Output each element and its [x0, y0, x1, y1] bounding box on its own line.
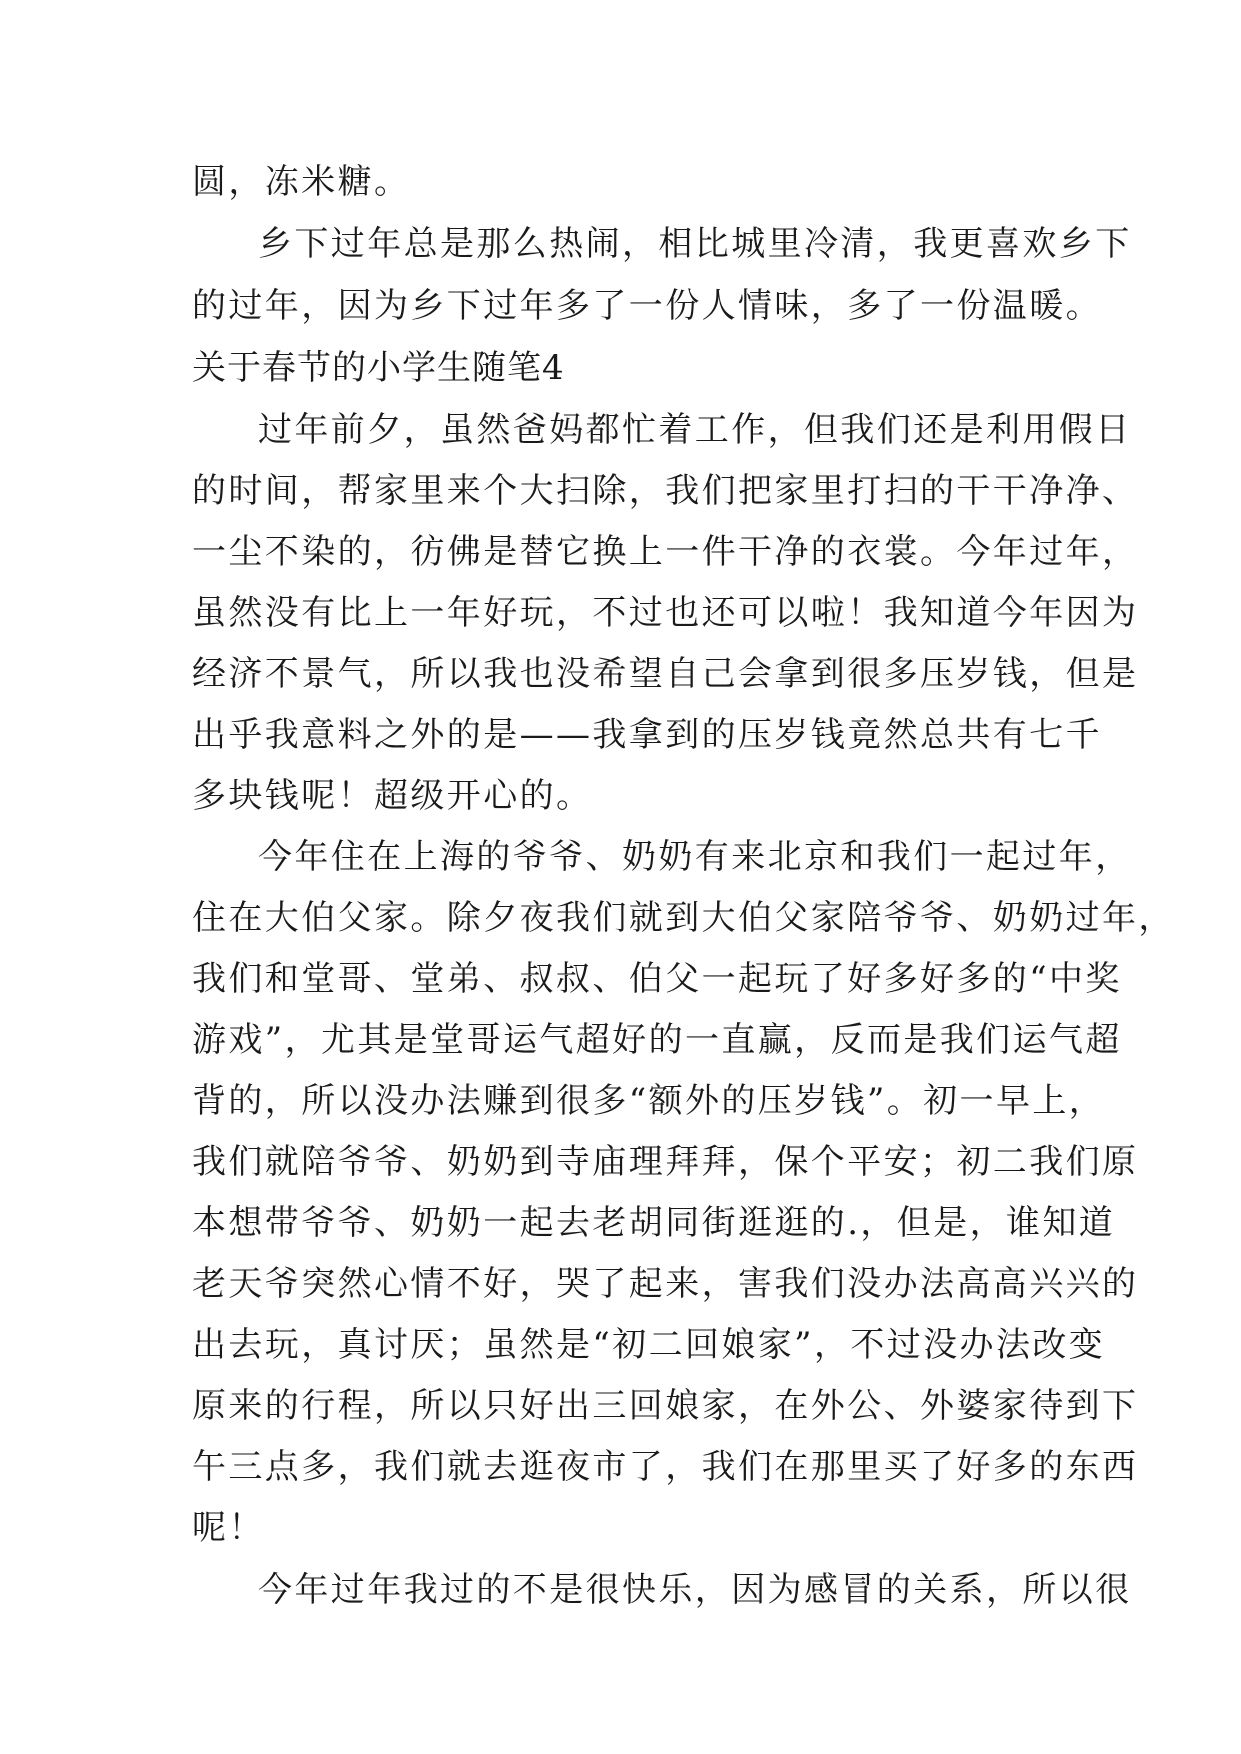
text-line: 原来的行程，所以只好出三回娘家，在外公、外婆家待到下 [192, 1386, 1139, 1426]
text-line: 经济不景气，所以我也没希望自己会拿到很多压岁钱，但是 [192, 654, 1139, 694]
text-line: 我们就陪爷爷、奶奶到寺庙理拜拜，保个平安；初二我们原 [192, 1142, 1139, 1182]
section-heading: 关于春节的小学生随笔4 [192, 348, 565, 388]
text-line: 游戏”，尤其是堂哥运气超好的一直赢，反而是我们运气超 [192, 1020, 1122, 1060]
text-line: 的时间，帮家里来个大扫除，我们把家里打扫的干干净净、 [192, 471, 1139, 511]
text-line: 本想带爷爷、奶奶一起去老胡同街逛逛的.，但是，谁知道 [192, 1203, 1116, 1243]
text-line: 圆，冻米糖。 [192, 162, 411, 202]
text-line: 午三点多，我们就去逛夜市了，我们在那里买了好多的东西 [192, 1447, 1139, 1487]
text-line: 呢！ [192, 1508, 265, 1548]
paragraph-start-line: 今年过年我过的不是很快乐，因为感冒的关系，所以很 [258, 1570, 1132, 1610]
text-line: 多块钱呢！超级开心的。 [192, 776, 593, 816]
text-line: 背的，所以没办法赚到很多“额外的压岁钱”。初一早上， [192, 1081, 1106, 1121]
paragraph-start-line: 今年住在上海的爷爷、奶奶有来北京和我们一起过年， [258, 837, 1132, 877]
text-line: 老天爷突然心情不好，哭了起来，害我们没办法高高兴兴的 [192, 1264, 1139, 1304]
text-line: 一尘不染的，彷佛是替它换上一件干净的衣裳。今年过年， [192, 532, 1139, 572]
text-line: 的过年，因为乡下过年多了一份人情味，多了一份温暖。 [192, 286, 1102, 326]
paragraph-start-line: 乡下过年总是那么热闹，相比城里冷清，我更喜欢乡下 [258, 224, 1132, 264]
paragraph-start-line: 过年前夕，虽然爸妈都忙着工作，但我们还是利用假日 [258, 410, 1132, 450]
text-line: 出去玩，真讨厌；虽然是“初二回娘家”，不过没办法改变 [192, 1325, 1106, 1365]
text-line: 我们和堂哥、堂弟、叔叔、伯父一起玩了好多好多的“中奖 [192, 959, 1122, 999]
text-line: 出乎我意料之外的是——我拿到的压岁钱竟然总共有七千 [192, 715, 1102, 755]
text-line: 住在大伯父家。除夕夜我们就到大伯父家陪爷爷、奶奶过年， [192, 898, 1175, 938]
text-line: 虽然没有比上一年好玩，不过也还可以啦！我知道今年因为 [192, 593, 1139, 633]
